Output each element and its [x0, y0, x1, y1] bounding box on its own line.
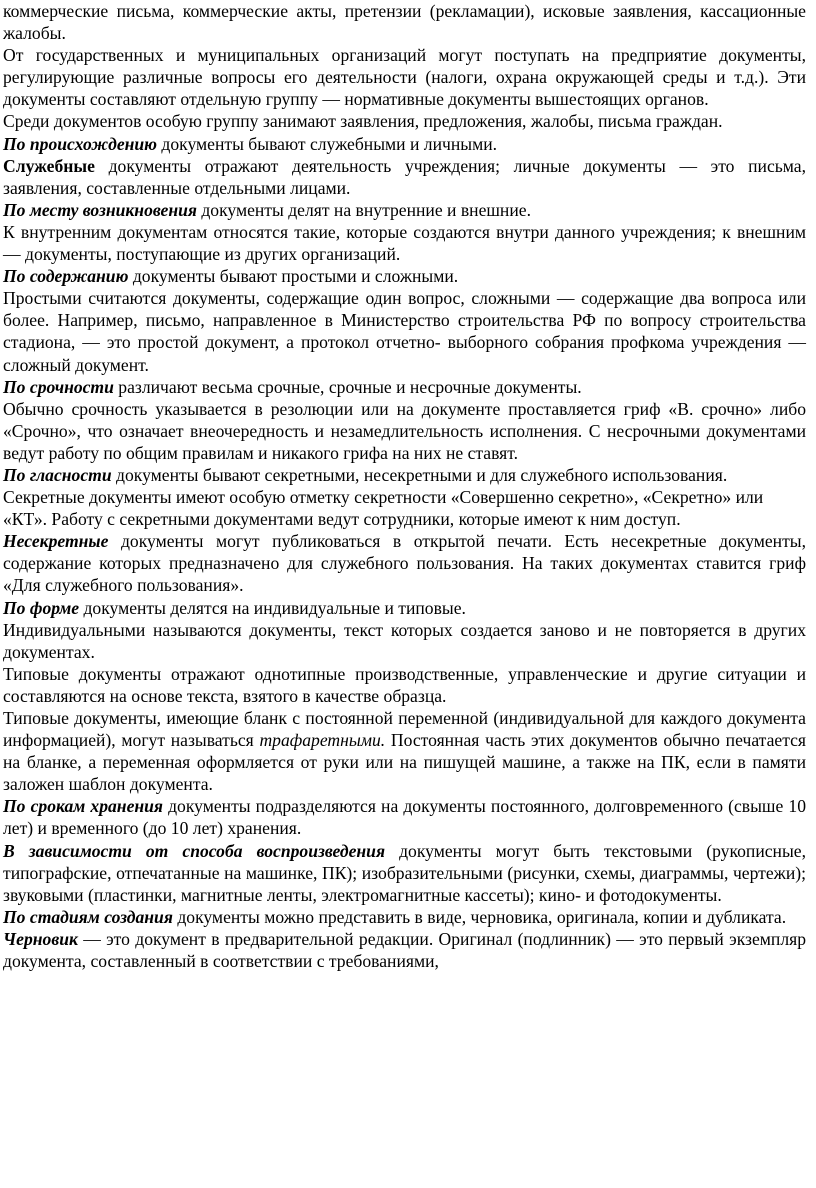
paragraph: По гласности документы бывают секретными, несекретными и для служебного использования. — [3, 464, 728, 485]
paragraph: В зависимости от способа воспроизведения документы могут быть текстовыми (рукописные, типографские, отпечатанные на машинке, ПК); изобразительными (рисунки, схемы, диаграммы, чертежи); звуковыми (пластинки, магнитные ленты, электромагнитные кассеты); кино- и фотодокументы. — [3, 840, 806, 905]
paragraph: Типовые документы отражают однотипные производственные, управленческие и другие ситуации и составляются на основе текста, взятого в качестве образца. — [3, 663, 806, 706]
paragraph: По форме документы делятся на индивидуальные и типовые. — [3, 597, 466, 618]
italic-term: трафаретными. — [259, 730, 386, 751]
term-heading: По происхождению — [3, 133, 158, 154]
term-heading: В зависимости от способа воспроизведения — [3, 840, 386, 861]
paragraph: От государственных и муниципальных организаций могут поступать на предприятие документы, регулирующие различные вопросы его деятельности (налоги, охрана окружающей среды и т.д.). Эти документы составляют отдельную группу — нормативные документы вышестоящих органов. — [3, 45, 806, 110]
paragraph: По стадиям создания документы можно представить в виде, черновика, оригинала, копии и дубликата. — [3, 906, 787, 927]
paragraph: коммерческие письма, коммерческие акты, претензии (рекламации), исковые заявления, кассационные жалобы. — [3, 1, 806, 44]
paragraph: Простыми считаются документы, содержащие один вопрос, сложными — содержащие два вопроса или более. Например, письмо, направленное в Министерство строительства РФ по вопросу строительства стадиона, — это простой документ, а протокол отчетно- выборного собрания профкома учреждения — сложный документ. — [3, 288, 806, 375]
term-heading: По месту возникновения — [3, 199, 197, 220]
paragraph: По месту возникновения документы делят на внутренние и внешние. — [3, 199, 531, 220]
paragraph: Типовые документы, имеющие бланк с постоянной переменной (индивидуальной для каждого документа информацией), могут называться трафаретными. Постоянная часть этих документов обычно печатается на бланке, а переменная оформляется от руки или на пишущей машине, а также на ПК, если в памяти заложен шаблон документа. — [3, 708, 806, 795]
paragraph: Несекретные документы могут публиковаться в открытой печати. Есть несекретные документы, содержание которых предназначено для служебного пользования. На таких документах ставится гриф «Для служебного пользования». — [3, 531, 806, 596]
paragraph: Среди документов особую группу занимают заявления, предложения, жалобы, письма граждан. — [3, 111, 723, 132]
term-heading: По форме — [3, 597, 80, 618]
term-heading: По срокам хранения — [3, 796, 163, 817]
paragraph: По происхождению документы бывают служебными и личными. — [3, 133, 498, 154]
term-heading: По срочности — [3, 376, 114, 397]
paragraph: Обычно срочность указывается в резолюции или на документе проставляется гриф «В. срочно» либо «Срочно», что означает внеочередность и незамедлительность исполнения. С несрочными документами ведут работу по общим правилам и никакого грифа на них не ставят. — [3, 398, 806, 463]
term-heading: По стадиям создания — [3, 906, 173, 927]
term-heading: По гласности — [3, 464, 112, 485]
term-heading: Черновик — [3, 928, 78, 949]
term-heading: По содержанию — [3, 266, 129, 287]
paragraph: Секретные документы имеют особую отметку секретности «Совершенно секретно», «Секретно» или «КТ». Работу с секретными документами ведут сотрудники, которые имеют к ним доступ. — [3, 487, 764, 530]
paragraph: К внутренним документам относятся такие, которые создаются внутри данного учреждения; к внешним — документы, поступающие из других организаций. — [3, 221, 806, 265]
term-heading: Служебные — [3, 155, 95, 176]
paragraph: По срокам хранения документы подразделяются на документы постоянного, долговременного (свыше 10 лет) и временного (до 10 лет) хранения. — [3, 796, 806, 839]
paragraph: Служебные документы отражают деятельность учреждения; личные документы — это письма, заявления, составленные отдельными лицами. — [3, 155, 806, 198]
paragraph: По срочности различают весьма срочные, срочные и несрочные документы. — [3, 376, 582, 397]
paragraph: Черновик — это документ в предварительной редакции. Оригинал (подлинник) — это первый экземпляр документа, составленный в соответствии с требованиями, — [3, 928, 806, 972]
term-heading: Несекретные — [3, 531, 109, 552]
paragraph: По содержанию документы бывают простыми и сложными. — [3, 266, 459, 287]
paragraph: Индивидуальными называются документы, текст которых создается заново и не повторяется в других документах. — [3, 619, 806, 662]
